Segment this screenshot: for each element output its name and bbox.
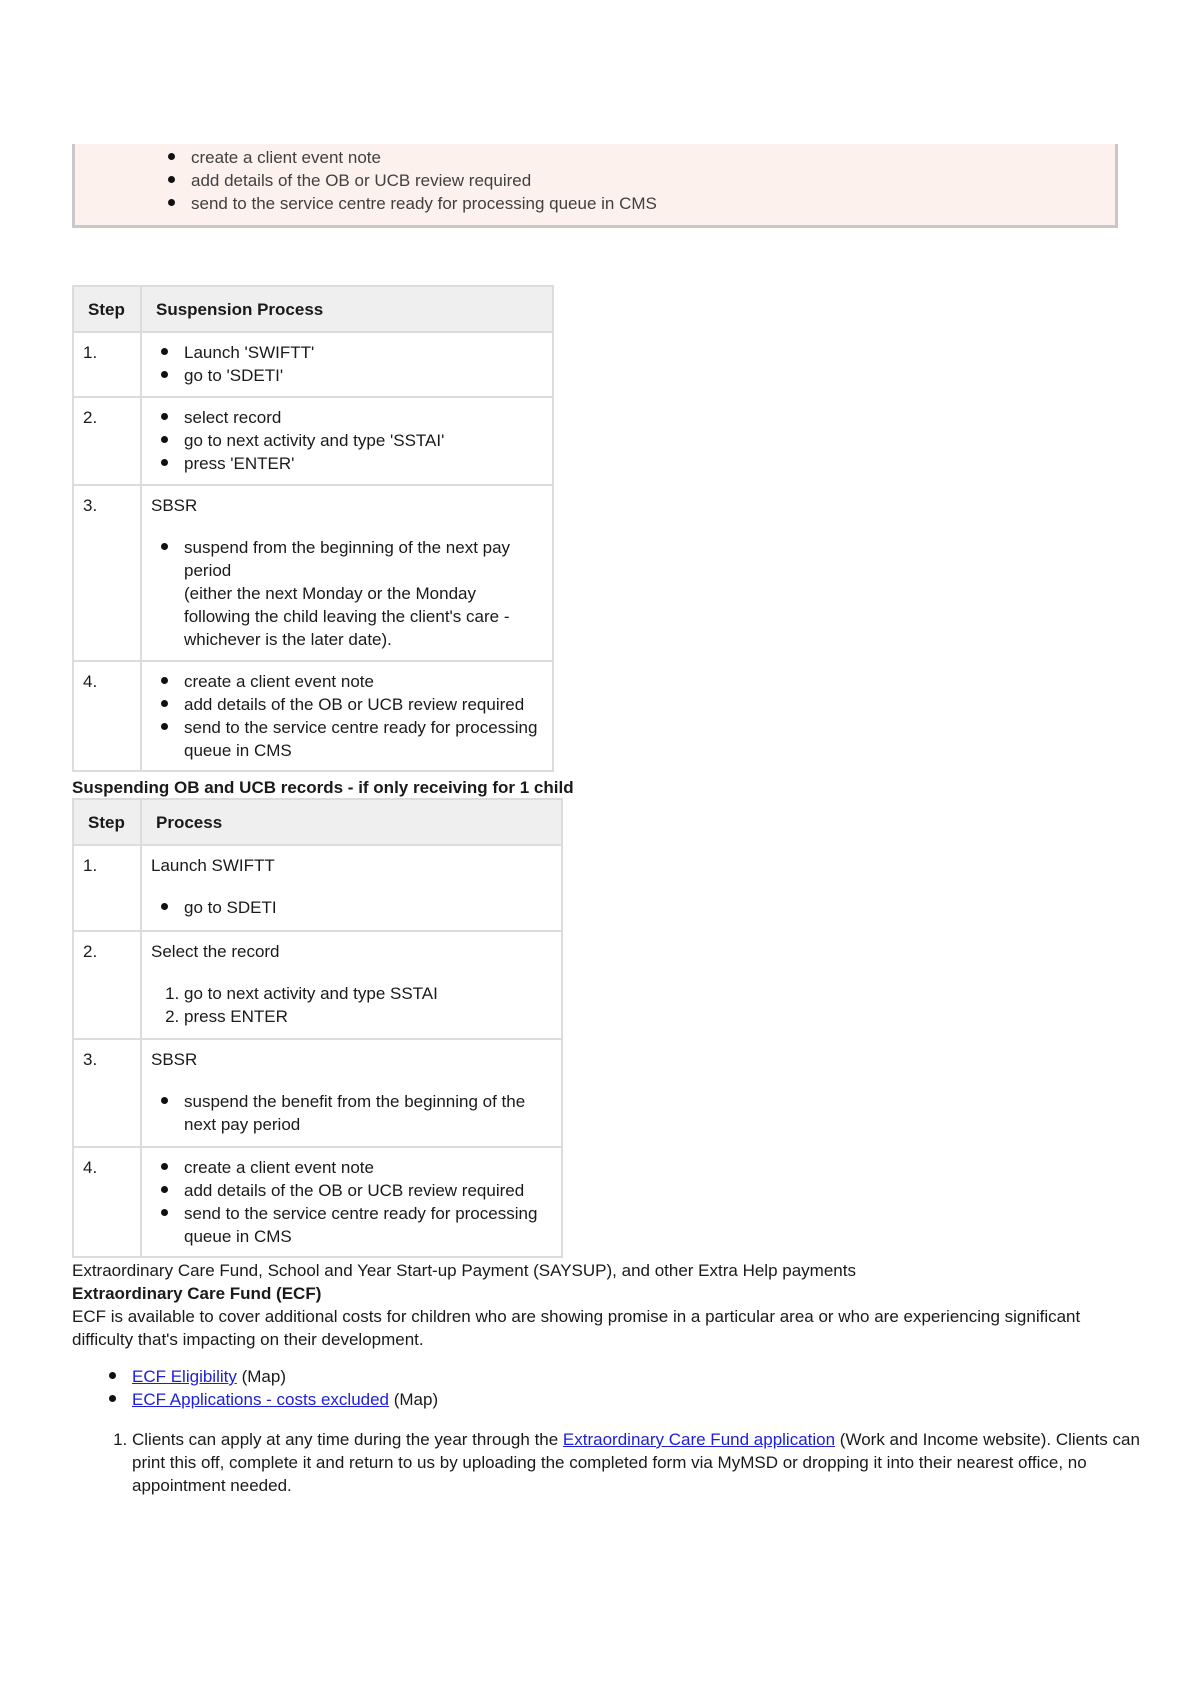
- table-header-process: Process: [141, 799, 562, 845]
- table-header-process: Suspension Process: [141, 286, 553, 332]
- note-list: [191, 146, 657, 215]
- ecf-eligibility-link[interactable]: ECF Eligibility: [132, 1367, 237, 1386]
- step-lead: SBSR: [151, 1050, 198, 1069]
- list-item: suspend from the beginning of the next pay period (either the next Monday or the Monday following the child leaving the client's care - whichever is the later date).: [184, 536, 543, 651]
- step-number: 1.: [73, 845, 141, 931]
- list-item: send to the service centre ready for processing queue in CMS: [184, 716, 543, 762]
- list-item: select record: [184, 406, 543, 429]
- step-lead: SBSR: [151, 496, 198, 515]
- step-number: 2.: [73, 397, 141, 485]
- ecf-application-link[interactable]: Extraordinary Care Fund application: [562, 1430, 836, 1449]
- note-box: [72, 144, 1118, 228]
- ecf-applications-link[interactable]: ECF Applications - costs excluded: [132, 1390, 390, 1409]
- list-item: create a client event note: [184, 1156, 552, 1179]
- list-item: go to SDETI: [184, 896, 552, 919]
- table-row: [73, 931, 562, 1039]
- step-content: [141, 845, 562, 931]
- ecf-intro-line: Extraordinary Care Fund, School and Year Start-up Payment (SAYSUP), and other Extra Help payments: [72, 1261, 856, 1280]
- ecf-steps-list: [110, 1428, 1142, 1497]
- table-row: [73, 661, 553, 771]
- list-item: [132, 1388, 438, 1411]
- list-item: [132, 1365, 438, 1388]
- step-number: 4.: [73, 1147, 141, 1257]
- list-item: go to 'SDETI': [184, 364, 543, 387]
- ecf-heading: Extraordinary Care Fund (ECF): [72, 1284, 322, 1303]
- section-heading: Suspending OB and UCB records - if only receiving for 1 child: [72, 778, 574, 797]
- list-item: suspend the benefit from the beginning of the next pay period: [184, 1090, 552, 1136]
- link-suffix: (Map): [236, 1367, 286, 1386]
- step-content: [141, 661, 553, 771]
- table-row: [73, 397, 553, 485]
- list-item: send to the service centre ready for processing queue in CMS: [184, 1202, 552, 1248]
- list-item: 1. go to next activity and type SSTAI: [184, 982, 552, 1005]
- ecf-links-list: [132, 1365, 438, 1411]
- step-number: 3.: [73, 485, 141, 661]
- list-item: go to next activity and type 'SSTAI': [184, 429, 543, 452]
- table-row: [73, 332, 553, 397]
- step-number: 2.: [73, 931, 141, 1039]
- list-item: press 'ENTER': [184, 452, 543, 475]
- process-table: [72, 798, 563, 1258]
- step-lead: Launch SWIFTT: [151, 856, 275, 875]
- list-item: create a client event note: [184, 670, 543, 693]
- step-number: 1.: [73, 332, 141, 397]
- step-lead: Select the record: [151, 942, 280, 961]
- step-content: [141, 931, 562, 1039]
- step-content: [141, 397, 553, 485]
- list-item: 1. Clients can apply at any time during the year through the Extraordinary Care Fund application (Work and Income website). Clients can print this off, complete it and return to us by uploading the completed form via MyMSD or dropping it into their nearest office, no appointment needed.: [132, 1428, 1142, 1497]
- link-suffix: (Map): [389, 1390, 439, 1409]
- list-item: add details of the OB or UCB review required: [191, 169, 657, 192]
- list-item: add details of the OB or UCB review required: [184, 693, 543, 716]
- ecf-description: ECF is available to cover additional costs for children who are showing promise in a particular area or who are experiencing significant difficulty that's impacting on their development.: [72, 1307, 1081, 1349]
- step-number: 4.: [73, 661, 141, 771]
- list-item: create a client event note: [191, 146, 657, 169]
- list-item: send to the service centre ready for processing queue in CMS: [191, 194, 657, 213]
- step-number: 3.: [73, 1039, 141, 1147]
- table-row: [73, 1147, 562, 1257]
- table-header-step: Step: [73, 799, 141, 845]
- suspension-process-table: [72, 285, 554, 772]
- step-content: [141, 485, 553, 661]
- step-content: [141, 1147, 562, 1257]
- step-content: [141, 1039, 562, 1147]
- table-row: [73, 485, 553, 661]
- table-row: [73, 845, 562, 931]
- list-item: add details of the OB or UCB review required: [184, 1179, 552, 1202]
- step-content: [141, 332, 553, 397]
- list-item: Launch 'SWIFTT': [184, 341, 543, 364]
- table-header-step: Step: [73, 286, 141, 332]
- list-item: 2. press ENTER: [184, 1005, 552, 1028]
- table-row: [73, 1039, 562, 1147]
